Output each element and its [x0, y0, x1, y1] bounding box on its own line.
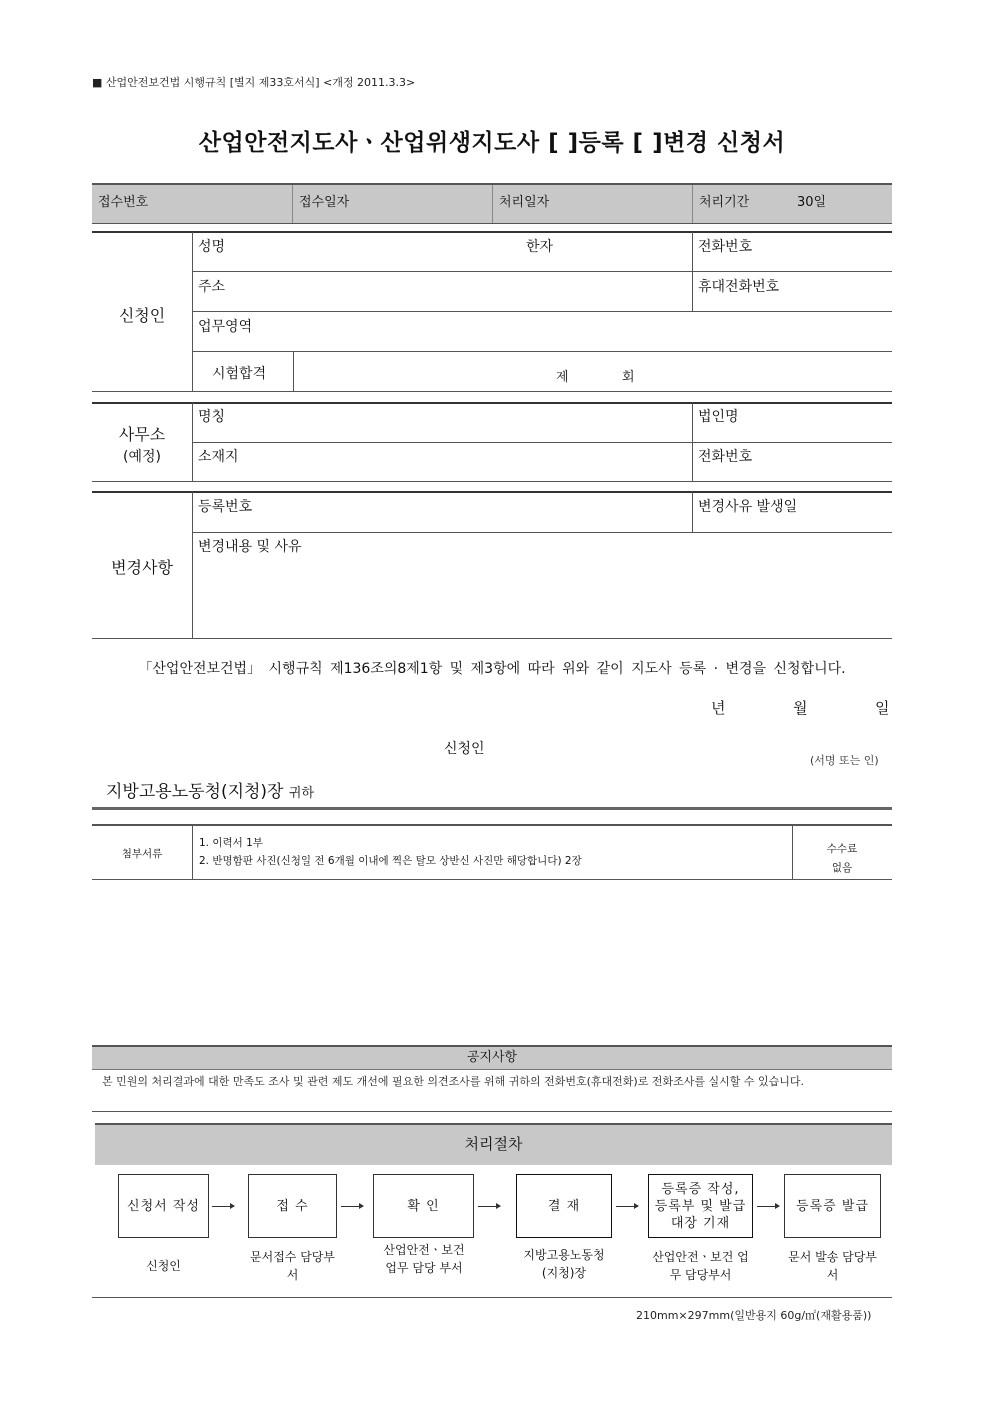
- change-section-label: 변경사항: [111, 558, 173, 577]
- procedure-step-owner: 지방고용노동청 (지청)장: [523, 1248, 605, 1280]
- attachment-item: 1. 이력서 1부: [199, 837, 263, 849]
- receipt-number-field[interactable]: 접수번호: [98, 195, 149, 210]
- addressee-suffix: 귀하: [288, 786, 315, 801]
- processing-period-label: 처리기간: [699, 195, 750, 210]
- addressee-name: 지방고용노동청(지청)장: [106, 782, 284, 802]
- exam-round-prefix[interactable]: 제: [556, 370, 569, 385]
- date-year[interactable]: 년: [711, 699, 726, 717]
- address-field[interactable]: 주소: [198, 279, 226, 295]
- mobile-field[interactable]: 휴대전화번호: [698, 279, 780, 295]
- office-name-field[interactable]: 명칭: [198, 409, 226, 425]
- arrow-right-icon: [341, 1206, 363, 1207]
- applicant-section-label: 신청인: [118, 306, 166, 325]
- procedure-step-box: 등록증 발급: [784, 1174, 881, 1238]
- procedure-step-owner: 문서 발송 담당부서: [788, 1250, 877, 1282]
- receipt-date-field[interactable]: 접수일자: [292, 185, 492, 223]
- receipt-bar: [92, 183, 892, 224]
- signature-hint[interactable]: (서명 또는 인): [810, 754, 879, 767]
- name-field[interactable]: 성명: [198, 239, 226, 255]
- form-reference: ■ 산업안전보건법 시행규칙 [별지 제33호서식] <개정 2011.3.3>: [92, 76, 416, 89]
- office-section-label: 사무소: [118, 425, 166, 444]
- arrow-right-icon: [616, 1206, 638, 1207]
- arrow-right-icon: [757, 1206, 779, 1207]
- notice-title: 공지사항: [92, 1045, 892, 1070]
- procedure-step-box: 신청서 작성: [118, 1174, 209, 1238]
- procedure-step-owner: 신청인: [146, 1259, 181, 1273]
- processing-period-value: 30일: [797, 195, 827, 210]
- office-section-sublabel: (예정): [123, 449, 161, 465]
- arrow-right-icon: [212, 1206, 234, 1207]
- processing-period-field: [692, 185, 892, 223]
- procedure-step-box: 등록증 작성, 등록부 및 발급대장 기재: [648, 1174, 753, 1238]
- processed-date-field[interactable]: 처리일자: [492, 185, 692, 223]
- office-location-field[interactable]: 소재지: [198, 449, 239, 465]
- date-day[interactable]: 일: [875, 699, 890, 717]
- change-date-field[interactable]: 변경사유 발생일: [698, 499, 798, 515]
- arrow-right-icon: [478, 1206, 500, 1207]
- attachment-item: 2. 반명함판 사진(신청일 전 6개월 이내에 찍은 탈모 상반신 사진만 해당합니다) 2장: [199, 855, 582, 867]
- procedure-step-owner: 문서접수 담당부서: [250, 1250, 335, 1282]
- registration-number-field[interactable]: 등록번호: [198, 499, 253, 515]
- fee-value: 없음: [831, 862, 853, 874]
- addressee: [106, 777, 314, 802]
- phone-field[interactable]: 전화번호: [698, 239, 753, 255]
- paper-spec: 210mm×297mm(일반용지 60g/㎡(재활용품)): [636, 1309, 872, 1322]
- exam-round-suffix[interactable]: 회: [622, 370, 635, 385]
- procedure-step-box: 확 인: [373, 1174, 474, 1238]
- exam-pass-label: 시험합격: [212, 366, 267, 382]
- procedure-title: 처리절차: [95, 1123, 892, 1165]
- form-title: 산업안전지도사ㆍ산업위생지도사 [ ]등록 [ ]변경 신청서: [198, 130, 786, 156]
- attachments-label: 첨부서류: [121, 848, 163, 860]
- date-month[interactable]: 월: [793, 699, 808, 717]
- notice-text: 본 민원의 처리결과에 대한 만족도 조사 및 관련 제도 개선에 필요한 의견조사를 위해 귀하의 전화번호(휴대전화)로 전화조사를 실시할 수 있습니다.: [102, 1075, 804, 1088]
- change-content-field[interactable]: 변경내용 및 사유: [198, 539, 302, 555]
- procedure-step-owner: 산업안전ㆍ보건 업무 담당부서: [652, 1250, 749, 1282]
- procedure-step-owner: 산업안전ㆍ보건 업무 담당 부서: [383, 1243, 465, 1275]
- application-statement: 「산업안전보건법」 시행규칙 제136조의8제1항 및 제3항에 따라 위와 같이 지도사 등록 · 변경을 신청합니다.: [138, 661, 846, 677]
- fee-label: 수수료: [826, 843, 858, 855]
- procedure-step-box: 접 수: [248, 1174, 337, 1238]
- procedure-step-box: 결 재: [516, 1174, 612, 1238]
- corporation-name-field[interactable]: 법인명: [698, 409, 739, 425]
- applicant-signature-label: 신청인: [444, 741, 485, 757]
- hanja-field[interactable]: 한자: [526, 239, 554, 255]
- office-phone-field[interactable]: 전화번호: [698, 449, 753, 465]
- work-field-field[interactable]: 업무영역: [198, 319, 253, 335]
